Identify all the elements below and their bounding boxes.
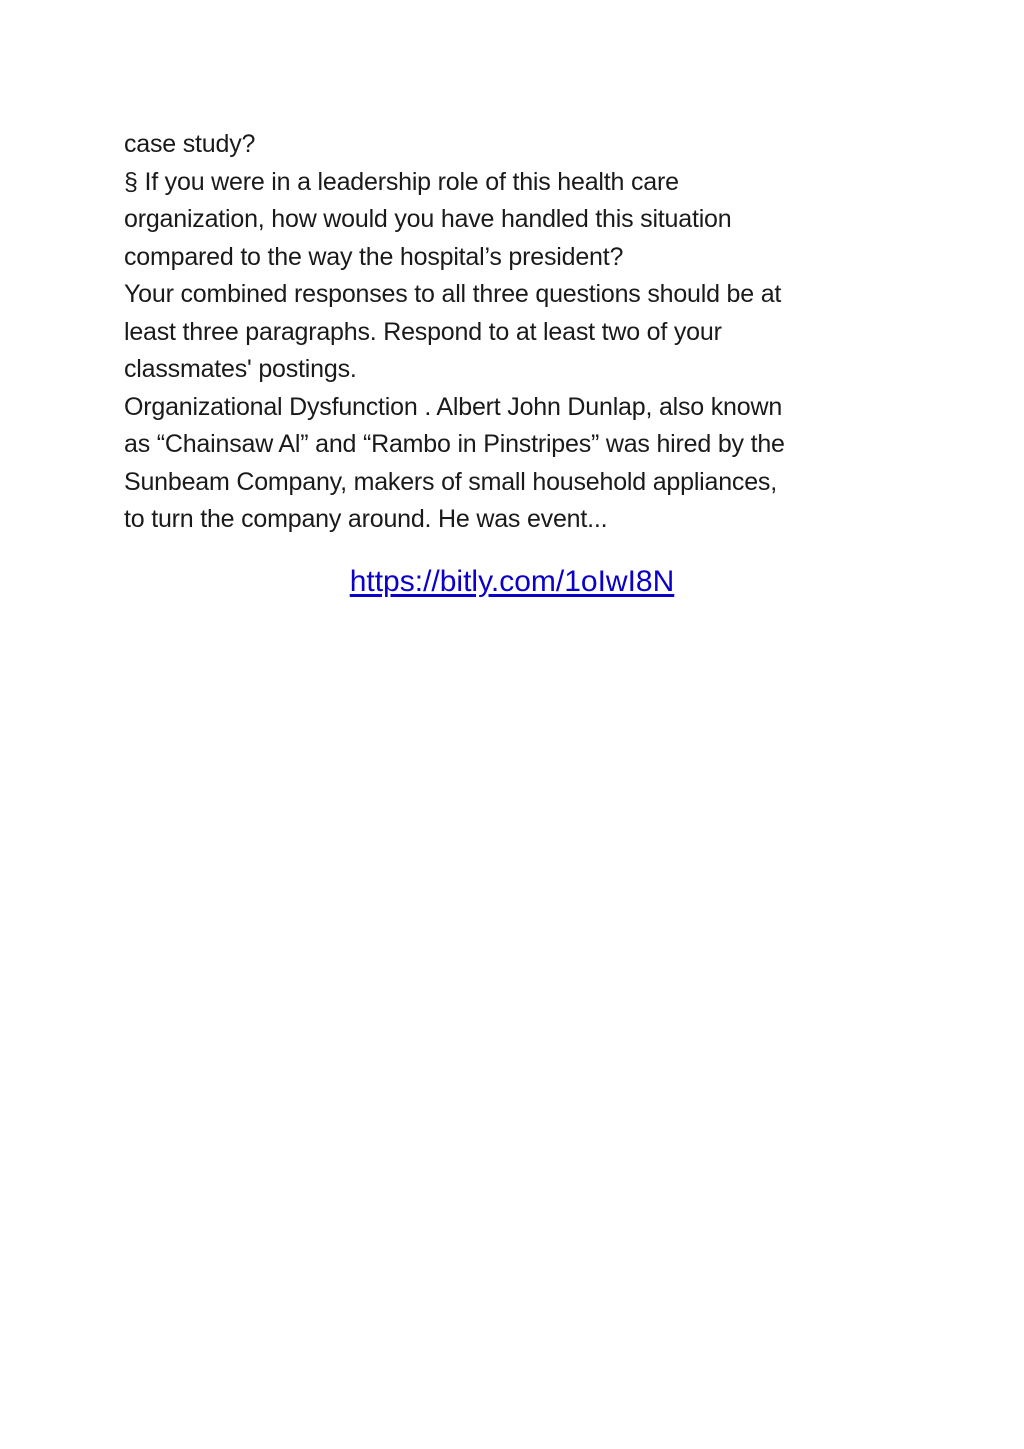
text-line: Your combined responses to all three questions should be at	[124, 280, 782, 308]
text-line: § If you were in a leadership role of this health care	[124, 167, 679, 196]
text-line: compared to the way the hospital’s president?	[124, 242, 624, 271]
text-line: as “Chainsaw Al” and “Rambo in Pinstripes” was hired by the	[124, 430, 785, 458]
text-line: Organizational Dysfunction . Albert John Dunlap, also known	[124, 392, 783, 421]
text-line: to turn the company around. He was event...	[124, 505, 608, 533]
document-link[interactable]: https://bitly.com/1oIwI8N	[349, 565, 675, 598]
text-line: case study?	[124, 130, 256, 158]
text-line: classmates' postings.	[124, 355, 357, 383]
text-line: organization, how would you have handled this situation	[124, 205, 732, 233]
link-container	[0, 562, 1024, 602]
body-text	[124, 126, 904, 539]
text-line: Sunbeam Company, makers of small household appliances,	[124, 467, 777, 496]
text-line: least three paragraphs. Respond to at least two of your	[124, 317, 722, 346]
